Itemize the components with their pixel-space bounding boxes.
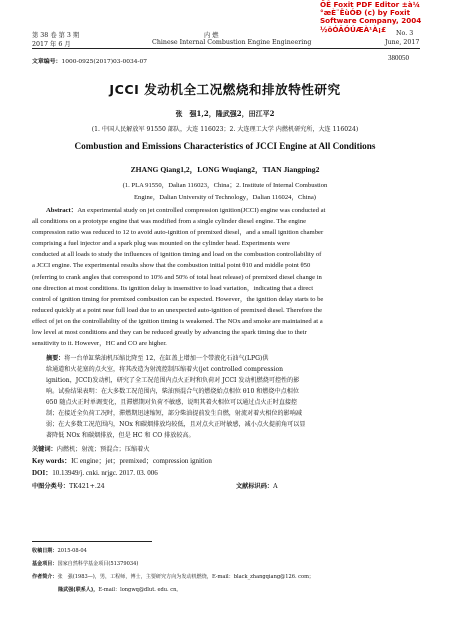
abstract-line — [32, 316, 420, 327]
abstract-text: ignition，JCCI)发动机，研究了全工况范围内点火正时和负荷对 JCCI 发动机燃烧可控性的影 — [46, 377, 300, 385]
abstract-text: 给通道和火花塞的点火室，将其改造为射流控制压缩着火(jet controlled compression — [46, 366, 284, 374]
author-text: 张 强(1983—)，男，工程师，博士，主要研究方向为发动机燃烧，E-mail：black_zhangqiang@126. com； — [57, 574, 315, 580]
watermark-line: ÖÊ Foxit PDF Editor ±à¼ — [320, 0, 421, 9]
footnote-rule — [32, 541, 152, 542]
affiliation-cn: (1. 中国人民解放军 91550 部队，大连 116023；2. 大连理工大学 内燃机研究所，大连 116024) — [91, 126, 359, 133]
abstract-line — [32, 327, 420, 338]
keywords-en — [32, 456, 420, 466]
keywords-en-text: IC engine；jet；premixed；compression ignition — [71, 457, 212, 465]
abstract-line — [32, 375, 420, 386]
author-label: 作者简介： — [32, 574, 58, 580]
document-code-value: A — [273, 483, 278, 490]
corresponding-label: 隆武强(联系人)， — [58, 587, 99, 593]
abstract-line — [32, 216, 420, 227]
abstract-line — [32, 338, 420, 349]
abstract-text: θ50 随点火正时单调变化，且滞燃期对负荷不敏感，说明其着火相位可以通过点火正时直接控 — [46, 399, 298, 407]
article-code: 380050 — [388, 54, 409, 62]
header-volume: 第 38 卷 第 3 期 — [32, 32, 80, 39]
abstract-line — [32, 294, 420, 305]
abstract-line — [32, 364, 420, 375]
abstract-line — [32, 272, 420, 283]
fund-label: 基金项目： — [32, 561, 58, 567]
abstract-text: 制；在接近全负荷工况时，滞燃期迅速缩短，部分柴油提前发生自燃，射流对着火相位的影响减 — [46, 410, 302, 418]
keywords-cn-text: 内燃机；射流；预混合；压缩着火 — [56, 446, 150, 453]
abstract-line — [32, 353, 420, 364]
header-journal-cn: 内 燃 — [204, 32, 219, 39]
abstract-text: one direction at most conditions. Its ignition delay is insensitive to load variation，indicating that a direct — [32, 284, 314, 292]
abstract-text: conducted at all loads to study the influences of ignition timing and load on the combustion controllability of — [32, 251, 322, 259]
abstract-line — [32, 227, 420, 238]
abstract-en — [32, 205, 420, 349]
abstract-line — [32, 205, 420, 216]
keywords-cn-label: 关键词： — [32, 446, 57, 453]
document-code — [236, 481, 416, 490]
footnote-fund — [32, 560, 432, 567]
corresponding-email: E-mail：longwq@dlut. edu. cn。 — [98, 587, 182, 593]
abstract-line — [32, 238, 420, 249]
footnote-corresponding — [58, 586, 450, 593]
received-label: 收稿日期： — [32, 548, 58, 554]
article-number-label: 文章编号： — [32, 59, 62, 65]
header-issue-no: No. 3 — [396, 30, 414, 37]
abstract-line — [32, 283, 420, 294]
abstract-text: (referring to crank angles that correspond to 10% and 50% of total heat release) of premixed diesel change in — [32, 273, 322, 281]
pdf-editor-watermark — [320, 1, 446, 34]
abstract-text: 将一台单缸柴油机压缩比降至 12，在缸盖上增加一个带液化石油气(LPG)供 — [64, 355, 269, 362]
abstract-line — [32, 397, 420, 408]
keywords-cn — [32, 444, 420, 453]
abstract-line — [32, 430, 420, 441]
abstract-text: sensitivity to it. However，HC and CO are higher. — [32, 340, 167, 348]
doi — [32, 468, 420, 478]
abstract-label: 摘要： — [46, 355, 65, 362]
classification-label: 中图分类号： — [32, 483, 70, 490]
abstract-line — [32, 305, 420, 316]
affiliation-en-line-2: Engine，Dalian University of Technology，Dalian 116024，China) — [134, 194, 316, 201]
article-number-value: 1000-0925(2017)03-0034-07 — [61, 59, 147, 65]
abstract-line — [32, 419, 420, 430]
abstract-text: effect of jet on the controllability of the ignition timing is weakened. The NOx and smoke are maintained at a — [32, 317, 323, 325]
header-date-cn: 2017 年 6 月 — [32, 41, 71, 48]
abstract-line — [32, 386, 420, 397]
abstract-line — [32, 408, 420, 419]
abstract-text: control of ignition timing for premixed combustion can be expected. However，the ignition delay starts to be — [32, 295, 324, 303]
affiliation-en-line-1: (1. PLA 91550，Dalian 116023，China；2. Institute of Internal Combustion — [122, 182, 328, 189]
doi-link[interactable]: 10.13949/j. cnki. nrjgc. 2017. 03. 006 — [52, 469, 158, 477]
watermark-line: °æÈ¨ËùÓÐ (c) by Foxit Software Company, 2004 — [320, 8, 422, 26]
abstract-text: 弱；在大多数工况范围内，NOx 和碳烟排放均较低，且对点火正时敏感，减小点火提前角可以显 — [46, 421, 306, 429]
abstract-text: a JCCI engine. The experimental results show that the combustion initial point θ10 and middle point θ50 — [32, 262, 311, 270]
footnote-received — [32, 547, 432, 554]
title-cn: JCCI 发动机全工况燃烧和排放特性研究 — [109, 82, 341, 97]
fund-text: 国家自然科学基金项目(51379034) — [57, 561, 139, 567]
authors-cn: 张 强1,2，隆武强2，田江平2 — [175, 109, 275, 118]
abstract-text: reduced quickly at a point near full load due to an unexpected auto-ignition of premixed diesel. Therefore the — [32, 306, 323, 314]
abstract-text: An experimental study on jet controlled compression ignition(JCCI) engine was conducted at — [77, 207, 326, 214]
abstract-text: comprising a fuel injector and a spark plug was mounted on the cylinder head. Experiments were — [32, 240, 290, 248]
abstract-text: compression ratio was reduced to 12 to avoid auto-ignition of premixed diesel，and a small ignition chamber — [32, 229, 324, 237]
header-journal-en: Chinese Internal Combustion Engine Engineering — [152, 39, 312, 46]
watermark-line: ½öÓÃÓÚÆÀ¹À¡£ — [320, 24, 387, 34]
received-date: 2015-08-04 — [57, 548, 87, 554]
footnote-author — [32, 573, 432, 580]
authors-en: ZHANG Qiang1,2，LONG Wuqiang2，TIAN Jiangping2 — [130, 165, 320, 174]
article-number — [32, 56, 147, 65]
abstract-text: 著降低 NOx 和碳烟排放，但是 HC 和 CO 排放较高。 — [46, 432, 195, 440]
abstract-line — [32, 249, 420, 260]
document-code-label: 文献标识码： — [236, 483, 274, 490]
abstract-text: low level at most conditions and they can be reduced greatly by advancing the spark timing due to their — [32, 329, 307, 337]
abstract-text: all conditions on a prototype engine that was modified from a single cylinder diesel engine. The engine — [32, 218, 307, 226]
header-date-en: June, 2017 — [385, 39, 420, 46]
abstract-line — [32, 260, 420, 271]
title-en: Combustion and Emissions Characteristics of JCCI Engine at All Conditions — [74, 141, 376, 151]
abstract-label: Abstract： — [46, 207, 78, 214]
classification-code: TK421+.24 — [69, 483, 105, 490]
abstract-cn — [32, 353, 420, 441]
abstract-text: 响。试验结果表明：在大多数工况范围内，柴油预混合气的燃烧始点相位 θ10 和燃烧中点相位 — [46, 388, 299, 396]
keywords-en-label: Key words： — [32, 457, 72, 465]
doi-label: DOI： — [32, 469, 53, 477]
header-rule — [32, 48, 420, 49]
